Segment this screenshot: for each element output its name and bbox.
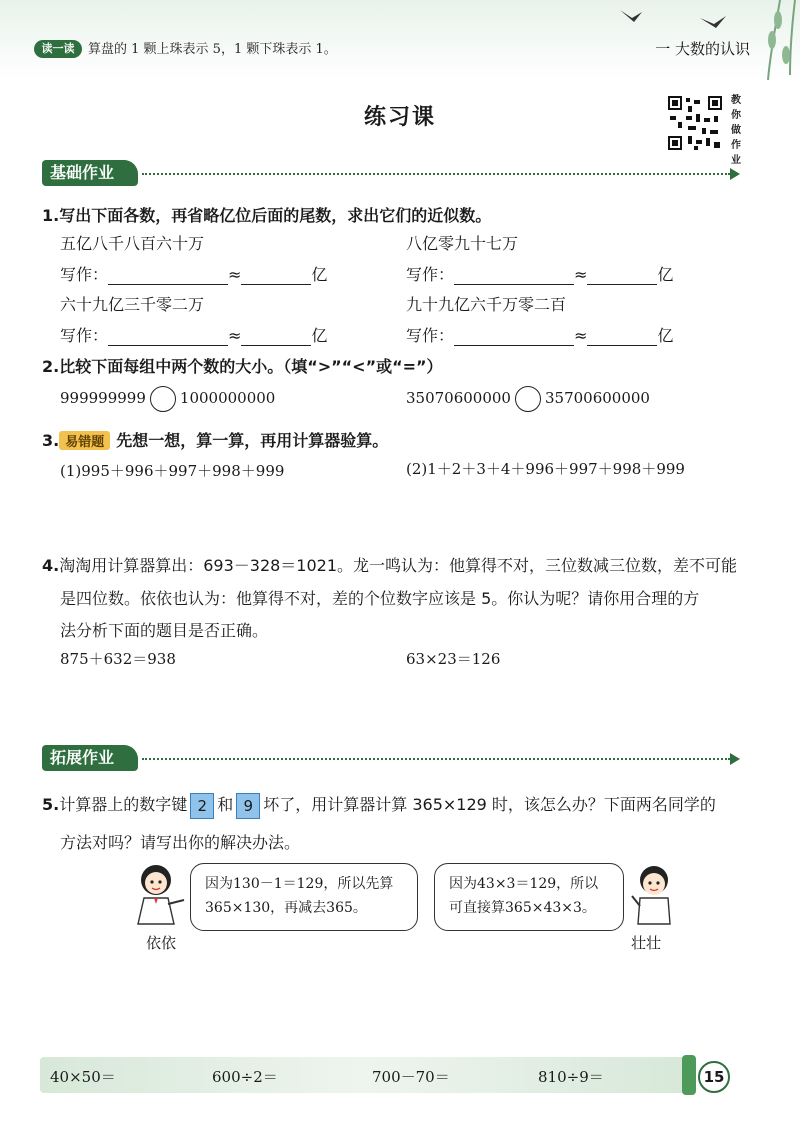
arrow-right-icon	[730, 168, 740, 180]
question-2-title	[42, 354, 443, 377]
unit-label: 亿	[657, 326, 674, 345]
left-student-name: 依依	[146, 934, 177, 952]
left-bubble-line-1: 因为130－1＝129，所以先算	[205, 876, 394, 892]
answer-blank[interactable]	[108, 266, 228, 285]
question-number: 4.	[42, 556, 60, 575]
unit-label: 亿	[311, 265, 328, 284]
calculator-key-9: 9	[236, 793, 260, 819]
question-4-line-1	[42, 553, 737, 576]
unit-label: 亿	[311, 326, 328, 345]
right-bubble-line-1: 因为43×3＝129，所以	[449, 876, 599, 892]
tip-badge: 读一读	[34, 40, 82, 58]
answer-blank[interactable]	[454, 327, 574, 346]
write-label: 写作：	[406, 326, 455, 345]
arrow-right-icon	[730, 753, 740, 765]
compare-left: 999999999	[60, 389, 146, 407]
q1-words-2: 八亿零九十七万	[406, 234, 519, 253]
error-prone-tag: 易错题	[59, 431, 110, 450]
q1-answer-row-3	[60, 323, 327, 346]
compare-circle[interactable]	[150, 386, 176, 412]
approx-sign: ≈	[574, 326, 588, 345]
question-number: 1.	[42, 206, 60, 225]
question-text: 写出下面各数，再省略亿位后面的尾数，求出它们的近似数。	[59, 206, 492, 225]
page-number: 15	[698, 1061, 730, 1093]
q1-words-3: 六十九亿三千零二万	[60, 295, 205, 314]
q1-words-4: 九十九亿六千万零二百	[406, 295, 567, 314]
approx-sign: ≈	[228, 265, 242, 284]
compare-right: 1000000000	[179, 389, 276, 407]
question-number: 5.	[42, 795, 60, 814]
question-text-c: 坏了，用计算器计算 365×129 时，该怎么办？下面两名同学的	[263, 795, 716, 814]
boy-zhuangzhuang-icon	[628, 862, 678, 932]
approx-blank[interactable]	[587, 327, 657, 346]
question-text: 先想一想，算一算，再用计算器验算。	[116, 431, 389, 450]
question-text-b: 和	[217, 795, 234, 814]
section-divider	[142, 173, 730, 175]
section-divider	[142, 758, 730, 760]
q4-item-2: 63×23＝126	[406, 650, 501, 668]
qr-caption: 教你做作业	[731, 95, 741, 166]
footer-exercise-3: 700－70＝	[372, 1068, 450, 1086]
q1-answer-row-1	[60, 262, 327, 285]
compare-left: 35070600000	[406, 389, 511, 407]
write-label: 写作：	[60, 326, 109, 345]
question-number: 3.	[42, 431, 60, 450]
answer-blank[interactable]	[108, 327, 228, 346]
question-text-a: 计算器上的数字键	[59, 795, 188, 814]
q3-item-1: (1)995＋996＋997＋998＋999	[60, 462, 285, 480]
question-number: 2.	[42, 357, 60, 376]
right-bubble-line-2: 可直接算365×43×3。	[449, 900, 596, 916]
compare-circle[interactable]	[515, 386, 541, 412]
answer-blank[interactable]	[454, 266, 574, 285]
left-speech-bubble	[190, 863, 418, 931]
right-student-name: 壮壮	[631, 934, 662, 952]
approx-sign: ≈	[228, 326, 242, 345]
q2-pair-2	[406, 386, 650, 412]
q4-item-1: 875＋632＝938	[60, 650, 176, 668]
approx-sign: ≈	[574, 265, 588, 284]
question-text: 淘淘用计算器算出：693－328＝1021。龙一鸣认为：他算得不对，三位数减三位数，差不可能	[59, 556, 738, 575]
question-4-line-3: 法分析下面的题目是否正确。	[60, 621, 269, 640]
section-basic-label: 基础作业	[42, 160, 138, 186]
footer-exercise-2: 600÷2＝	[212, 1068, 278, 1086]
question-5-line-2: 方法对吗？请写出你的解决办法。	[60, 833, 301, 852]
left-bubble-line-2: 365×130，再减去365。	[205, 900, 367, 916]
q1-answer-row-4	[406, 323, 673, 346]
page-title: 练习课	[363, 105, 436, 130]
q3-item-2: (2)1＋2＋3＋4＋996＋997＋998＋999	[406, 460, 685, 478]
unit-title: 一 大数的认识	[655, 40, 750, 58]
question-1-title	[42, 203, 491, 226]
girl-yiyi-icon	[128, 862, 190, 932]
qr-code-icon[interactable]	[666, 94, 724, 152]
q2-pair-1	[60, 386, 275, 412]
right-speech-bubble	[434, 863, 624, 931]
question-3-title	[42, 428, 388, 451]
write-label: 写作：	[406, 265, 455, 284]
question-4-line-2: 是四位数。依依也认为：他算得不对，差的个位数字应该是 5。你认为呢？请你用合理的方	[60, 589, 700, 608]
calculator-key-2: 2	[190, 793, 214, 819]
approx-blank[interactable]	[587, 266, 657, 285]
footer-tab	[682, 1055, 696, 1095]
compare-right: 35700600000	[544, 389, 650, 407]
write-label: 写作：	[60, 265, 109, 284]
q1-words-1: 五亿八千八百六十万	[60, 234, 205, 253]
q1-answer-row-2	[406, 262, 673, 285]
footer-exercise-1: 40×50＝	[50, 1068, 116, 1086]
question-text: 比较下面每组中两个数的大小。（填“>”“<”或“=”）	[59, 357, 443, 376]
unit-label: 亿	[657, 265, 674, 284]
approx-blank[interactable]	[241, 266, 311, 285]
question-5-line-1	[42, 792, 716, 819]
tip-text: 算盘的 1 颗上珠表示 5，1 颗下珠表示 1。	[88, 42, 337, 57]
section-extended-label: 拓展作业	[42, 745, 138, 771]
approx-blank[interactable]	[241, 327, 311, 346]
footer-exercise-4: 810÷9＝	[538, 1068, 604, 1086]
